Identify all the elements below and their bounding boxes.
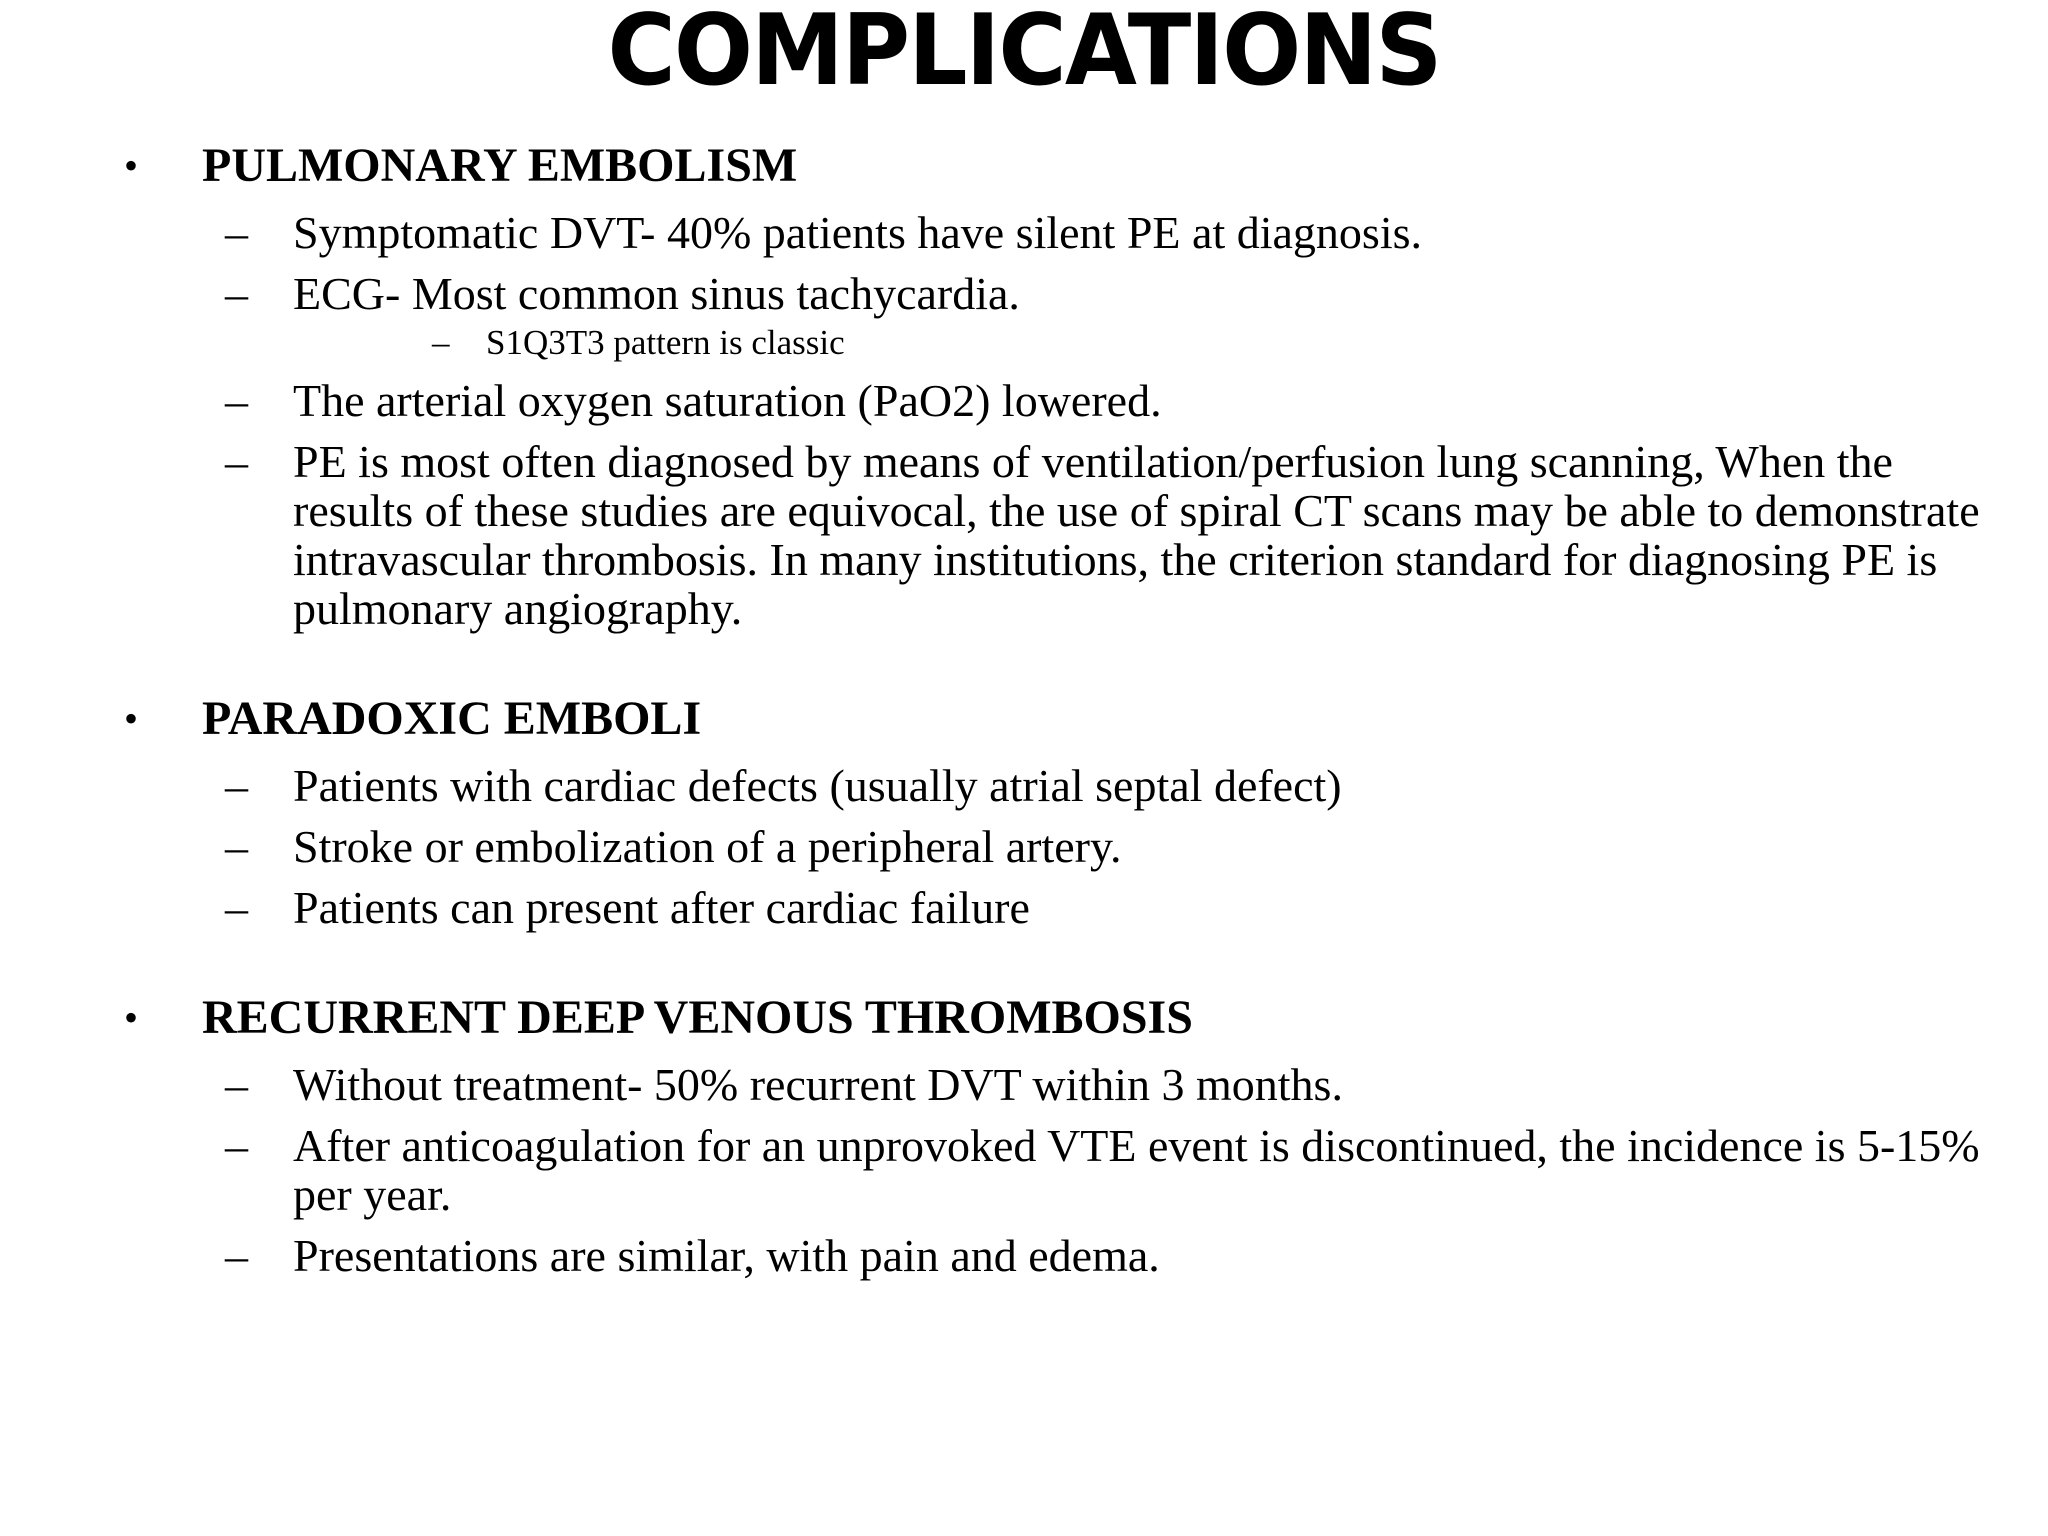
dash-icon: – xyxy=(225,1059,248,1110)
list-item xyxy=(0,883,2048,932)
item-text: PE is most often diagnosed by means of ventilation/perfusion lung scanning, When the results of these studies are equivocal, the use of spiral CT scans may be able to demonstrate intravascular thrombosis. In many institutions, the criterion standard for diagnosing PE is pulmonary angiography. xyxy=(293,436,1980,634)
item-text: Stroke or embolization of a peripheral artery. xyxy=(293,821,1122,872)
list-item xyxy=(0,376,2048,425)
section-pulmonary-embolism xyxy=(0,136,2048,633)
list-item xyxy=(0,269,2048,318)
heading-text: PARADOXIC EMBOLI xyxy=(202,692,702,745)
item-text: Without treatment- 50% recurrent DVT within 3 months. xyxy=(293,1059,1343,1110)
item-text: Patients with cardiac defects (usually atrial septal defect) xyxy=(293,760,1342,811)
item-text: Presentations are similar, with pain and edema. xyxy=(293,1230,1160,1281)
dash-icon: – xyxy=(225,1120,248,1171)
bullet-icon: • xyxy=(124,143,139,188)
item-text: After anticoagulation for an unprovoked VTE event is discontinued, the incidence is 5-15% per year. xyxy=(293,1120,1980,1220)
heading-text: PULMONARY EMBOLISM xyxy=(202,139,798,192)
item-text: Patients can present after cardiac failure xyxy=(293,882,1030,933)
dash-icon: – xyxy=(225,1230,248,1281)
section-paradoxic-emboli xyxy=(0,689,2048,932)
dash-icon: – xyxy=(225,760,248,811)
dash-icon: – xyxy=(225,268,248,319)
dash-icon: – xyxy=(432,323,450,362)
sub-list-item xyxy=(0,322,2048,364)
list-item xyxy=(0,822,2048,871)
dash-icon: – xyxy=(225,821,248,872)
dash-icon: – xyxy=(225,436,248,487)
item-text: Symptomatic DVT- 40% patients have silent PE at diagnosis. xyxy=(293,207,1422,258)
list-item xyxy=(0,437,2048,633)
item-text: The arterial oxygen saturation (PaO2) lowered. xyxy=(293,375,1162,426)
dash-icon: – xyxy=(225,207,248,258)
dash-icon: – xyxy=(225,375,248,426)
section-heading xyxy=(0,988,2048,1048)
heading-text: RECURRENT DEEP VENOUS THROMBOSIS xyxy=(202,991,1193,1044)
subitem-text: S1Q3T3 pattern is classic xyxy=(486,323,845,362)
section-heading xyxy=(0,136,2048,196)
dash-icon: – xyxy=(225,882,248,933)
bullet-icon: • xyxy=(124,696,139,741)
list-item xyxy=(0,761,2048,810)
list-item xyxy=(0,208,2048,257)
bullet-icon: • xyxy=(124,995,139,1040)
list-item xyxy=(0,1121,2048,1219)
section-heading xyxy=(0,689,2048,749)
list-item xyxy=(0,1060,2048,1109)
slide-title: COMPLICATIONS xyxy=(607,0,1441,108)
section-recurrent-dvt xyxy=(0,988,2048,1280)
list-item xyxy=(0,1231,2048,1280)
slide-content xyxy=(0,136,2048,1336)
item-text: ECG- Most common sinus tachycardia. xyxy=(293,268,1020,319)
